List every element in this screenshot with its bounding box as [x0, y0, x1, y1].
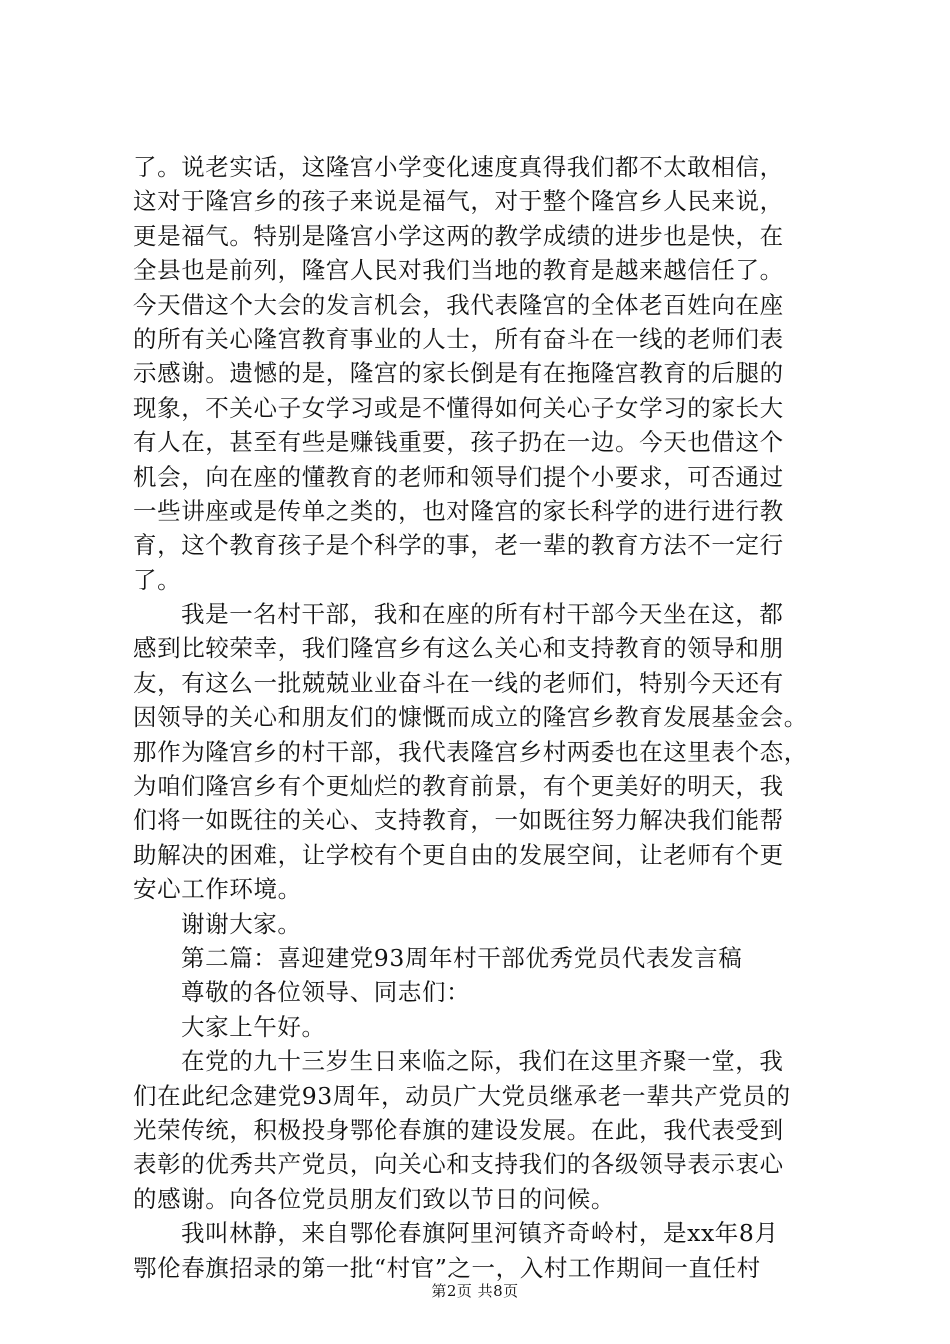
text-line: 了。: [133, 565, 182, 594]
text-line: 今天借这个大会的发言机会，我代表隆宫的全体老百姓向在座: [133, 290, 784, 319]
text-line: 示感谢。遗憾的是，隆宫的家长倒是有在拖隆宫教育的后腿的: [133, 359, 784, 388]
text-line: 的感谢。向各位党员朋友们致以节日的问候。: [133, 1184, 615, 1213]
text-line: 那作为隆宫乡的村干部，我代表隆宫乡村两委也在这里表个态，: [133, 737, 808, 766]
text-line: 友，有这么一批兢兢业业奋斗在一线的老师们，特别今天还有: [133, 668, 784, 697]
text-line: 尊敬的各位领导、同志们：: [181, 978, 471, 1007]
text-line: 我是一名村干部，我和在座的所有村干部今天坐在这，都: [181, 600, 784, 629]
page-footer: 第2页 共8页: [431, 1282, 519, 1300]
text-line: 了。说老实话，这隆宫小学变化速度真得我们都不太敢相信，: [133, 153, 784, 181]
text-line: 第二篇：喜迎建党93周年村干部优秀党员代表发言稿: [181, 943, 743, 972]
text-line: 一些讲座或是传单之类的，也对隆宫的家长科学的进行进行教: [133, 496, 784, 525]
document-body: [133, 150, 853, 1285]
text-line: 在党的九十三岁生日来临之际，我们在这里齐聚一堂，我: [181, 1047, 784, 1076]
text-line: 的所有关心隆宫教育事业的人士，所有奋斗在一线的老师们表: [133, 324, 784, 353]
text-line: 全县也是前列，隆宫人民对我们当地的教育是越来越信任了。: [133, 256, 784, 285]
text-line: 育，这个教育孩子是个科学的事，老一辈的教育方法不一定行: [133, 531, 784, 560]
text-line: 们在此纪念建党93周年，动员广大党员继承老一辈共产党员的: [133, 1081, 791, 1110]
text-line: 为咱们隆宫乡有个更灿烂的教育前景，有个更美好的明天，我: [133, 772, 784, 801]
text-line: 谢谢大家。: [181, 909, 302, 938]
text-line: 机会，向在座的懂教育的老师和领导们提个小要求，可否通过: [133, 462, 784, 491]
text-line: 这对于隆宫乡的孩子来说是福气，对于整个隆宫乡人民来说，: [133, 187, 784, 216]
text-line: 表彰的优秀共产党员，向关心和支持我们的各级领导表示衷心: [133, 1150, 784, 1179]
text-line: 光荣传统，积极投身鄂伦春旗的建设发展。在此，我代表受到: [133, 1115, 784, 1144]
text-line: 大家上午好。: [181, 1012, 326, 1041]
text-line: 感到比较荣幸，我们隆宫乡有这么关心和支持教育的领导和朋: [133, 634, 784, 663]
text-line: 有人在，甚至有些是赚钱重要，孩子扔在一边。今天也借这个: [133, 428, 784, 457]
text-line: 现象，不关心子女学习或是不懂得如何关心子女学习的家长大: [133, 393, 784, 422]
text-line: 助解决的困难，让学校有个更自由的发展空间，让老师有个更: [133, 840, 784, 869]
text-line: 更是福气。特别是隆宫小学这两的教学成绩的进步也是快，在: [133, 221, 784, 250]
text-line: 鄂伦春旗招录的第一批“村官”之一，入村工作期间一直任村: [133, 1253, 761, 1282]
text-line: 因领导的关心和朋友们的慷慨而成立的隆宫乡教育发展基金会。: [133, 703, 808, 732]
text-line: 我叫林静，来自鄂伦春旗阿里河镇齐奇岭村，是xx年8月: [181, 1219, 779, 1248]
text-line: 安心工作环境。: [133, 875, 302, 904]
text-line: 们将一如既往的关心、支持教育，一如既往努力解决我们能帮: [133, 806, 784, 835]
